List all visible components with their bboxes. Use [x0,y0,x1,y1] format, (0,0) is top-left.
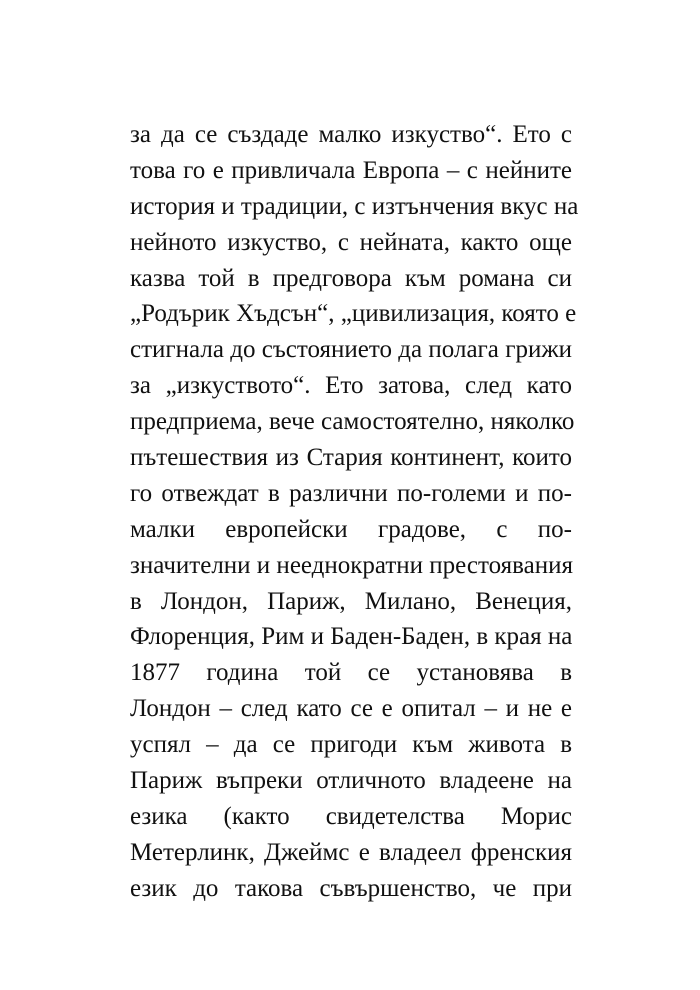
text-line: история и традиции, с изтънчения вкус на [130,192,579,220]
text-line: го отвеждат в различни по-големи и по- [130,479,572,507]
text-line: Флоренция, Рим и Баден-Баден, в края на [130,623,573,651]
text-line: за „изкуството“. Ето затова, след като [130,372,572,400]
text-line: малки европейски градове, с по- [130,515,572,543]
text-line: предприема, вече самостоятелно, няколко [130,408,575,436]
text-line: „Родърик Хъдсън“, „цивилизация, която е [130,300,577,328]
text-line: Метерлинк, Джеймс е владеел френския [130,838,572,866]
text-line: езика (както свидетелства Морис [130,802,572,830]
text-line: успял – да се пригоди към живота в [130,731,572,759]
text-line: казва той в предговора към романа си [130,264,572,292]
text-line: стигнала до състоянието да полага грижи [130,336,572,364]
text-line: Лондон – след като се е опитал – и не е [130,695,572,723]
text-line: пътешествия из Стария континент, които [130,444,572,472]
text-line: нейното изкуство, с нейната, както още [130,228,572,256]
text-line: в Лондон, Париж, Милано, Венеция, [130,587,572,615]
text-line: това го е привличала Европа – с нейните [130,156,572,184]
text-line: Париж въпреки отличното владеене на [130,767,572,795]
text-line: за да се създаде малко изкуство“. Ето с [130,121,572,148]
text-line: 1877 година той се установява в [130,659,572,687]
text-line: значителни и нееднократни престоявания [130,551,573,579]
body-text [130,117,579,907]
text-line: език до такова съвършенство, че при [130,874,572,902]
